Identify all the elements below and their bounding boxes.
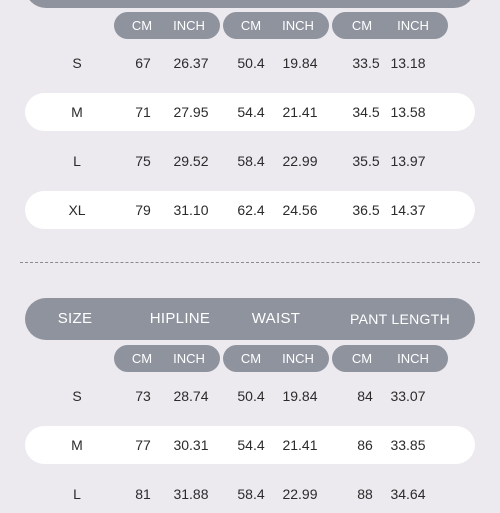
table2-row-m xyxy=(25,426,475,464)
value-cell: 33.5 xyxy=(352,55,380,71)
value-cell: 81 xyxy=(135,486,151,502)
unit-inch-label: INCH xyxy=(282,351,314,366)
value-cell: 34.5 xyxy=(352,104,380,120)
table2-row-s xyxy=(25,377,475,415)
header-size: SIZE xyxy=(57,310,93,327)
table1-row-m xyxy=(25,93,475,131)
value-cell: 75 xyxy=(135,153,151,169)
header-hipline: HIPLINE xyxy=(149,310,211,327)
header-pant-length: PANT LENGTH xyxy=(349,311,451,327)
value-cell: 19.84 xyxy=(282,388,318,404)
value-cell: 88 xyxy=(357,486,373,502)
table1-row-s xyxy=(25,44,475,82)
value-cell: 71 xyxy=(135,104,151,120)
unit-cm-label: CM xyxy=(131,18,153,33)
value-cell: 84 xyxy=(357,388,373,404)
value-cell: 35.5 xyxy=(352,153,380,169)
value-cell: 34.64 xyxy=(390,486,426,502)
value-cell: 58.4 xyxy=(237,486,265,502)
value-cell: 29.52 xyxy=(173,153,209,169)
value-cell: 26.37 xyxy=(173,55,209,71)
value-cell: 27.95 xyxy=(173,104,209,120)
unit-inch-label: INCH xyxy=(397,18,429,33)
value-cell: 13.18 xyxy=(390,55,426,71)
value-cell: 50.4 xyxy=(237,388,265,404)
table1-row-xl xyxy=(25,191,475,229)
table1-unit-pill-1 xyxy=(114,12,220,39)
value-cell: 73 xyxy=(135,388,151,404)
size-cell: M xyxy=(71,437,83,453)
size-cell: S xyxy=(72,388,82,404)
value-cell: 54.4 xyxy=(237,437,265,453)
unit-cm-label: CM xyxy=(240,18,262,33)
value-cell: 22.99 xyxy=(282,153,318,169)
dashed-divider xyxy=(20,262,480,263)
table2-header-bar xyxy=(25,298,475,340)
value-cell: 30.31 xyxy=(173,437,209,453)
table1-unit-pill-2 xyxy=(223,12,329,39)
unit-cm-label: CM xyxy=(351,351,373,366)
value-cell: 22.99 xyxy=(282,486,318,502)
value-cell: 13.58 xyxy=(390,104,426,120)
table1-unit-pill-3 xyxy=(332,12,448,39)
table2-unit-pill-2 xyxy=(223,345,329,372)
value-cell: 19.84 xyxy=(282,55,318,71)
size-cell: M xyxy=(71,104,83,120)
table1-row-l xyxy=(25,142,475,180)
unit-inch-label: INCH xyxy=(282,18,314,33)
value-cell: 67 xyxy=(135,55,151,71)
unit-inch-label: INCH xyxy=(397,351,429,366)
table1-header-bar xyxy=(25,0,475,8)
size-cell: XL xyxy=(68,202,86,218)
unit-cm-label: CM xyxy=(240,351,262,366)
value-cell: 79 xyxy=(135,202,151,218)
value-cell: 31.88 xyxy=(173,486,209,502)
value-cell: 28.74 xyxy=(173,388,209,404)
value-cell: 62.4 xyxy=(237,202,265,218)
unit-cm-label: CM xyxy=(131,351,153,366)
value-cell: 36.5 xyxy=(352,202,380,218)
unit-inch-label: INCH xyxy=(173,18,205,33)
size-cell: L xyxy=(73,153,81,169)
value-cell: 86 xyxy=(357,437,373,453)
table2-unit-pill-3 xyxy=(332,345,448,372)
value-cell: 50.4 xyxy=(237,55,265,71)
size-cell: L xyxy=(73,486,81,502)
table2-row-l xyxy=(25,475,475,513)
size-cell: S xyxy=(72,55,82,71)
unit-cm-label: CM xyxy=(351,18,373,33)
value-cell: 31.10 xyxy=(173,202,209,218)
value-cell: 21.41 xyxy=(282,104,318,120)
value-cell: 33.85 xyxy=(390,437,426,453)
value-cell: 14.37 xyxy=(390,202,426,218)
value-cell: 58.4 xyxy=(237,153,265,169)
value-cell: 13.97 xyxy=(390,153,426,169)
value-cell: 24.56 xyxy=(282,202,318,218)
unit-inch-label: INCH xyxy=(173,351,205,366)
value-cell: 77 xyxy=(135,437,151,453)
table2-unit-pill-1 xyxy=(114,345,220,372)
value-cell: 54.4 xyxy=(237,104,265,120)
value-cell: 21.41 xyxy=(282,437,318,453)
header-waist: WAIST xyxy=(251,310,301,327)
value-cell: 33.07 xyxy=(390,388,426,404)
